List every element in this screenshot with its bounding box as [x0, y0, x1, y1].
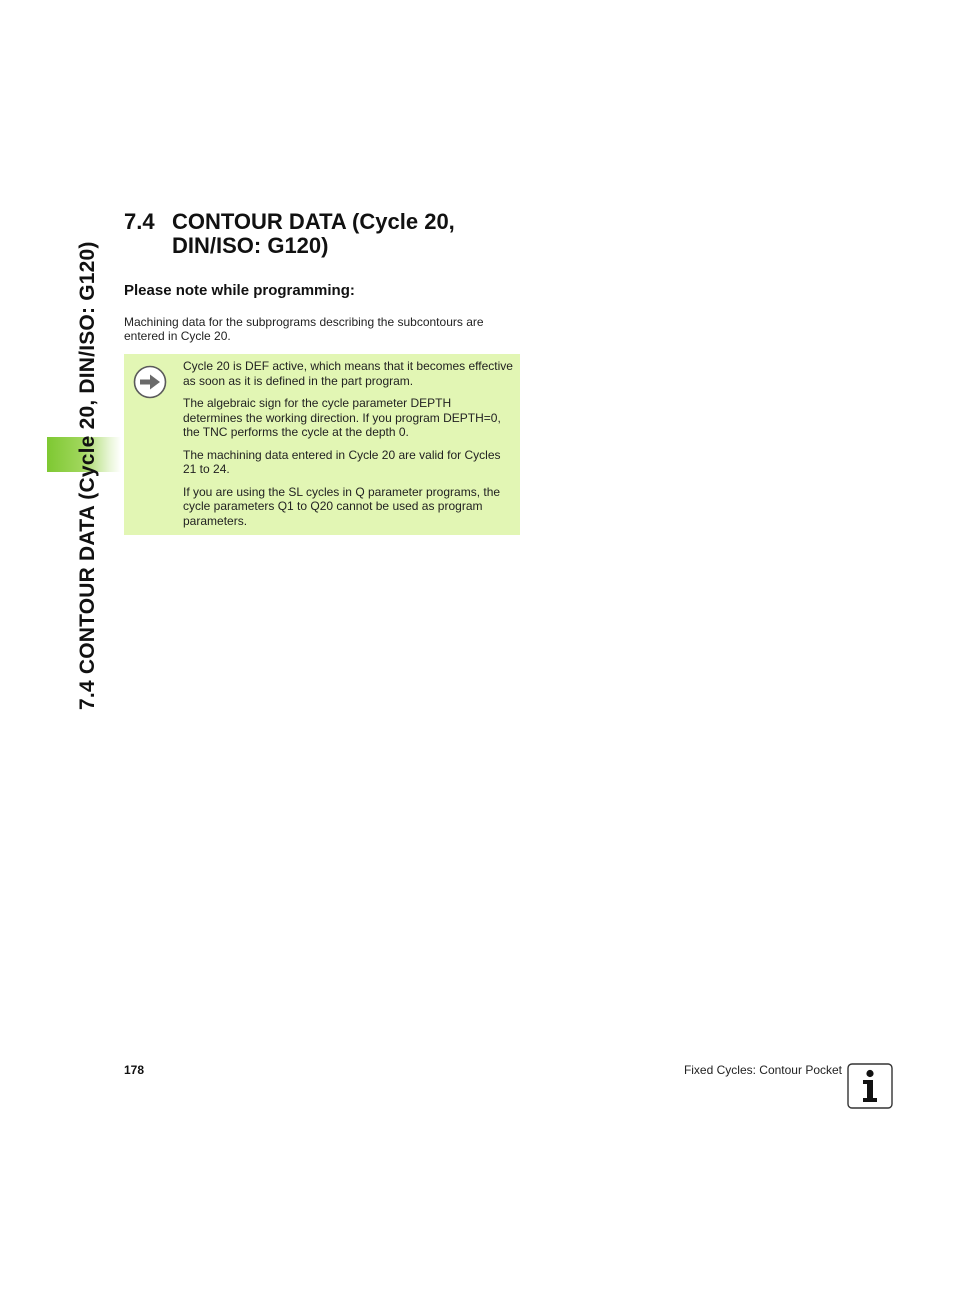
subheading: Please note while programming: — [124, 282, 355, 299]
note-box — [124, 354, 520, 535]
section-number: 7.4 — [124, 209, 155, 234]
info-icon — [847, 1063, 893, 1109]
side-running-title-text: 7.4 CONTOUR DATA (Cycle 20, DIN/ISO: G120) — [76, 241, 99, 710]
note-paragraph: The algebraic sign for the cycle parameter DEPTH determines the working direction. If you program DEPTH=0, the TNC performs the cycle at the depth 0. — [183, 396, 501, 439]
footer-chapter-title: Fixed Cycles: Contour Pocket — [683, 1063, 842, 1077]
arrow-right-icon — [133, 365, 167, 399]
intro-paragraph: Machining data for the subprograms describing the subcontours are entered in Cycle 20. — [124, 315, 484, 343]
note-paragraph: The machining data entered in Cycle 20 are valid for Cycles 21 to 24. — [183, 447, 501, 476]
note-body — [183, 359, 513, 536]
section-title: CONTOUR DATA (Cycle 20, DIN/ISO: G120) — [172, 209, 455, 258]
note-paragraph: If you are using the SL cycles in Q parameter programs, the cycle parameters Q1 to Q20 cannot be used as program parameters. — [183, 484, 501, 528]
note-paragraph: Cycle 20 is DEF active, which means that it becomes effective as soon as it is defined in the part program. — [183, 359, 513, 388]
page-number: 178 — [124, 1063, 145, 1077]
